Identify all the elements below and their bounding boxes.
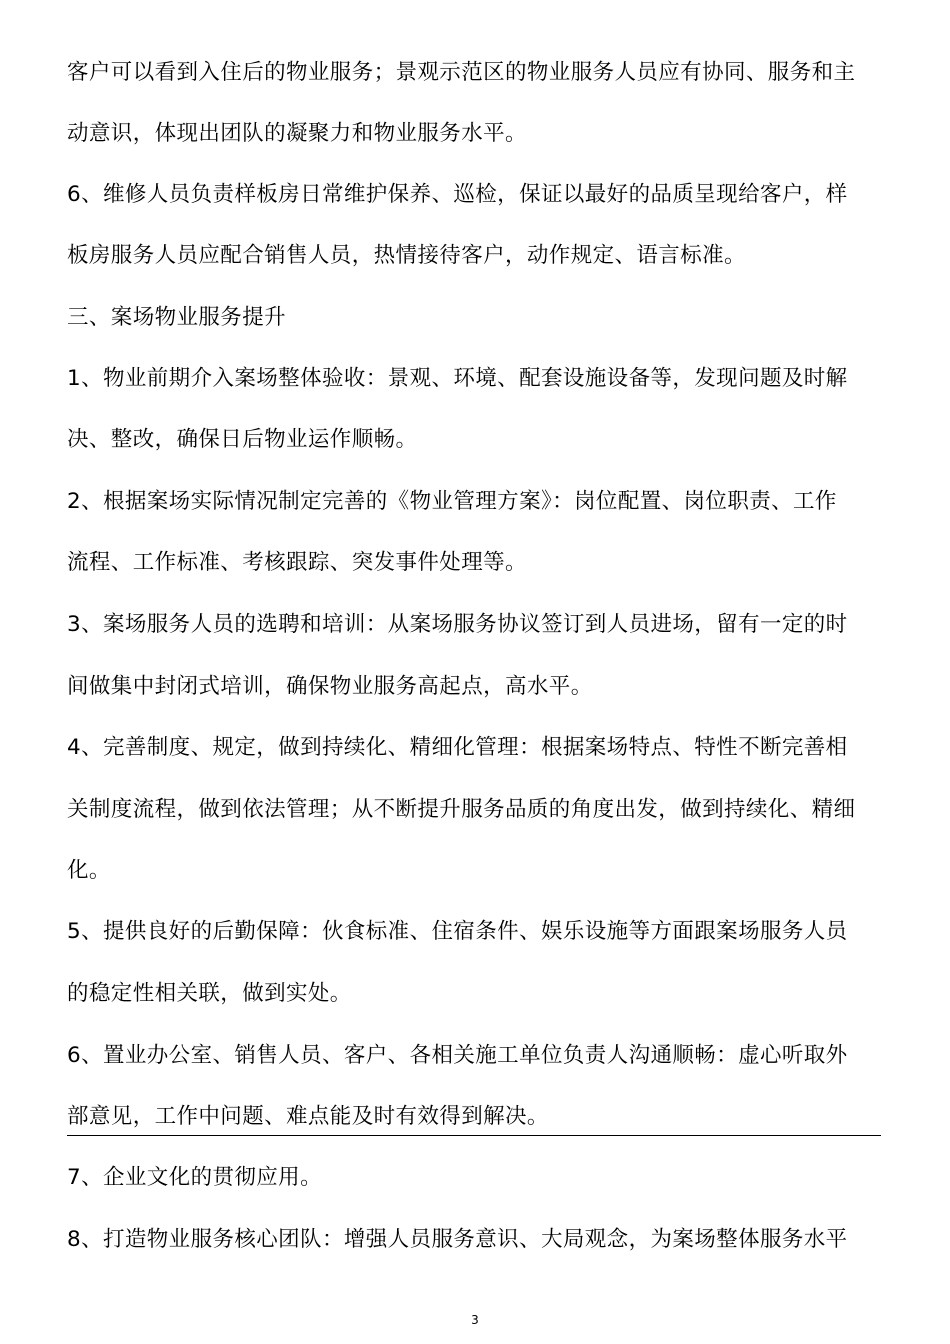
page-number: 3 xyxy=(471,1313,479,1327)
text-line: 2、根据案场实际情况制定完善的《物业管理方案》：岗位配置、岗位职责、工作 xyxy=(67,489,837,514)
text-line: 客户可以看到入住后的物业服务；景观示范区的物业服务人员应有协同、服务和主 xyxy=(67,60,856,85)
text-line: 5、提供良好的后勤保障：伙食标准、住宿条件、娱乐设施等方面跟案场服务人员 xyxy=(67,919,848,944)
text-line: 的稳定性相关联，做到实处。 xyxy=(67,981,352,1006)
text-line: 6、置业办公室、销售人员、客户、各相关施工单位负责人沟通顺畅：虚心听取外 xyxy=(67,1043,848,1068)
text-line: 化。 xyxy=(67,858,111,883)
section-heading: 三、案场物业服务提升 xyxy=(67,305,287,330)
text-line: 1、物业前期介入案场整体验收：景观、环境、配套设施设备等，发现问题及时解 xyxy=(67,366,848,391)
text-line: 4、完善制度、规定，做到持续化、精细化管理：根据案场特点、特性不断完善相 xyxy=(67,735,848,760)
text-line: 7、企业文化的贯彻应用。 xyxy=(67,1165,322,1190)
text-line: 流程、工作标准、考核跟踪、突发事件处理等。 xyxy=(67,550,527,575)
text-line: 板房服务人员应配合销售人员，热情接待客户，动作规定、语言标准。 xyxy=(67,243,746,268)
text-line: 动意识，体现出团队的凝聚力和物业服务水平。 xyxy=(67,121,527,146)
text-line: 间做集中封闭式培训，确保物业服务高起点，高水平。 xyxy=(67,674,593,699)
text-line: 3、案场服务人员的选聘和培训：从案场服务协议签订到人员进场，留有一定的时 xyxy=(67,612,848,637)
text-line: 部意见，工作中问题、难点能及时有效得到解决。 xyxy=(67,1104,549,1129)
text-line: 6、维修人员负责样板房日常维护保养、巡检，保证以最好的品质呈现给客户，样 xyxy=(67,182,848,207)
text-line: 决、整改，确保日后物业运作顺畅。 xyxy=(67,427,418,452)
text-line: 8、打造物业服务核心团队：增强人员服务意识、大局观念，为案场整体服务水平 xyxy=(67,1227,848,1252)
section-divider xyxy=(67,1135,881,1136)
text-line: 关制度流程，做到依法管理；从不断提升服务品质的角度出发，做到持续化、精细 xyxy=(67,797,856,822)
